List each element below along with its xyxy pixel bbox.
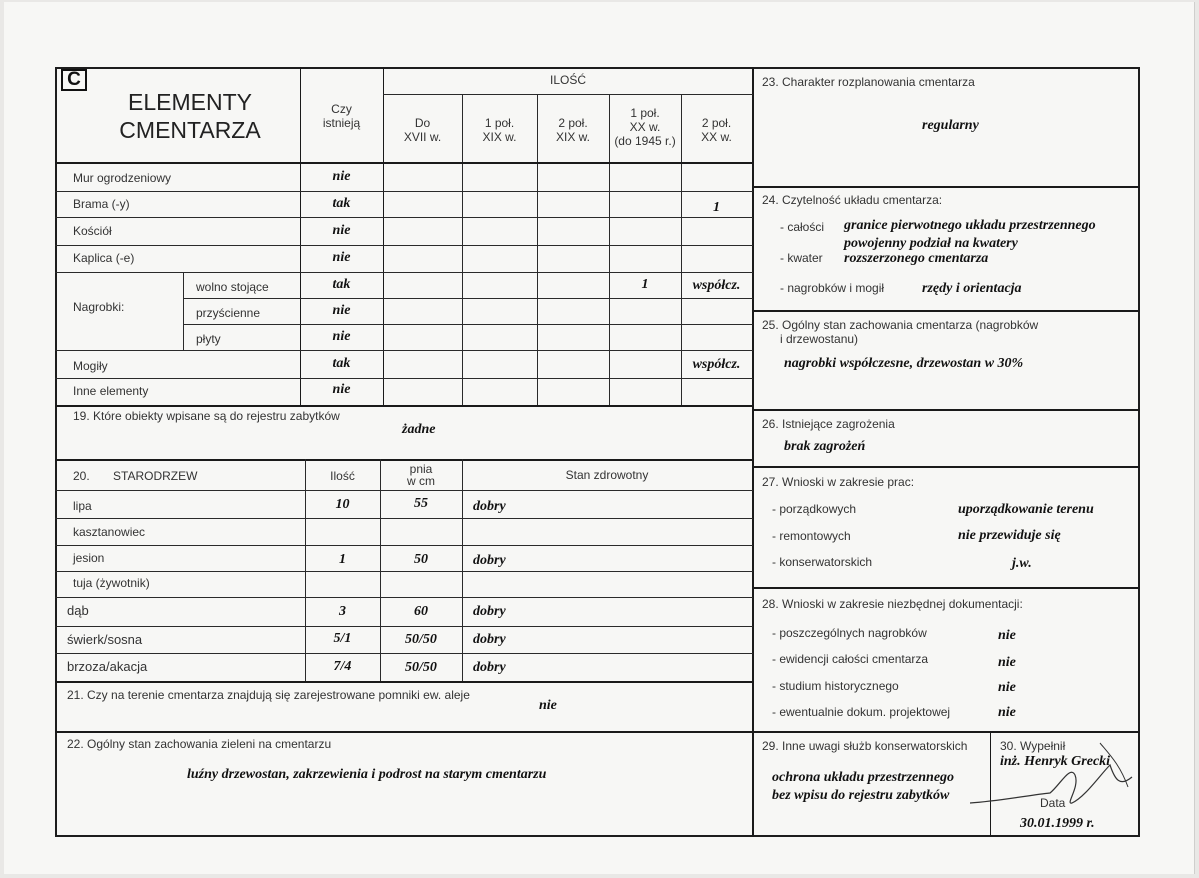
tree-name: świerk/sosna <box>67 632 143 647</box>
tree-name: kasztanowiec <box>73 525 146 539</box>
q24-kwater-answer: powojenny podział na kwatery <box>844 236 1018 251</box>
tree-count: 7/4 <box>333 659 352 674</box>
q27-label: 27. Wnioski w zakresie prac: <box>762 475 915 489</box>
exists-value: nie <box>332 382 351 397</box>
element-label: Mur ogrodzeniowy <box>73 171 172 185</box>
tree-health: dobry <box>473 553 506 568</box>
exists-value: tak <box>332 356 351 371</box>
q25-answer: nagrobki współczesne, drzewostan w 30% <box>784 356 1024 371</box>
divider <box>753 587 1140 589</box>
tree-trunk: 50/50 <box>405 632 437 647</box>
tree-name: tuja (żywotnik) <box>73 576 150 590</box>
q28-item-label: - studium historycznego <box>772 679 899 693</box>
quantity-value: współcz. <box>692 357 741 372</box>
q30-date-label: Data <box>1040 796 1066 810</box>
q24-nagrobkow-label: - nagrobków i mogił <box>780 281 885 295</box>
divider <box>55 626 753 627</box>
quantity-value: 1 <box>713 200 720 215</box>
q19-answer: żadne <box>402 422 436 437</box>
divider <box>55 518 753 519</box>
divider <box>55 571 753 572</box>
period-header: Do XVII w. <box>403 116 442 144</box>
exists-value: tak <box>332 277 351 292</box>
starodrzew-title: STARODRZEW <box>113 469 198 483</box>
divider <box>753 409 1140 411</box>
exists-value: tak <box>332 196 351 211</box>
tree-health: dobry <box>473 499 506 514</box>
q25-label: i drzewostanu) <box>780 332 859 346</box>
tree-count: 3 <box>339 604 346 619</box>
divider <box>55 378 753 379</box>
tree-name: lipa <box>73 499 92 513</box>
element-label: Kościół <box>73 224 112 238</box>
q24-calosci-answer: granice pierwotnego układu przestrzennego <box>844 218 1096 233</box>
q30-label: 30. Wypełnił <box>1000 739 1066 753</box>
starodrzew-col-count: Ilość <box>330 469 355 483</box>
tree-trunk: 50 <box>414 552 428 567</box>
tree-trunk: 50/50 <box>405 660 437 675</box>
tree-count: 1 <box>339 552 346 567</box>
divider <box>55 731 1140 733</box>
q26-label: 26. Istniejące zagrożenia <box>762 417 895 431</box>
divider <box>752 67 754 837</box>
q22-label: 22. Ogólny stan zachowania zieleni na cmentarzu <box>67 737 332 751</box>
tree-name: brzoza/akacja <box>67 659 148 674</box>
tree-health: dobry <box>473 660 506 675</box>
element-label: wolno stojące <box>196 280 269 294</box>
divider <box>55 597 753 598</box>
divider <box>753 310 1140 312</box>
period-header: 2 poł. XX w. <box>701 116 732 144</box>
q21-answer: nie <box>539 698 557 713</box>
element-label: Inne elementy <box>73 384 149 398</box>
q27-item-label: - porządkowych <box>772 502 857 516</box>
q29-answer: ochrona układu przestrzennego <box>772 770 955 785</box>
q27-item-answer: nie przewiduje się <box>958 528 1061 543</box>
tree-name: jesion <box>73 551 105 565</box>
divider <box>753 466 1140 468</box>
q29-answer: bez wpisu do rejestru zabytków <box>772 788 950 803</box>
quantity-value: współcz. <box>692 278 741 293</box>
exists-header: Czy istnieją <box>322 102 361 130</box>
q28-item-label: - ewentualnie dokum. projektowej <box>772 705 951 719</box>
starodrzew-num: 20. <box>73 469 90 483</box>
divider <box>55 245 753 246</box>
divider <box>55 217 753 218</box>
period-header: 2 poł. XIX w. <box>555 116 590 144</box>
divider <box>462 459 463 681</box>
tree-count: 10 <box>335 497 350 512</box>
element-label: Mogiły <box>73 359 108 373</box>
q23-label: 23. Charakter rozplanowania cmentarza <box>762 75 975 89</box>
q25-label: 25. Ogólny stan zachowania cmentarza (nagrobków <box>762 318 1039 332</box>
period-header: 1 poł. XX w. (do 1945 r.) <box>614 106 676 148</box>
divider <box>55 653 753 654</box>
q28-item-label: - ewidencji całości cmentarza <box>772 652 929 666</box>
divider <box>183 324 753 325</box>
divider <box>183 272 184 350</box>
exists-value: nie <box>332 250 351 265</box>
period-header: 1 poł. XIX w. <box>482 116 517 144</box>
q26-answer: brak zagrożeń <box>784 439 866 454</box>
form-frame <box>55 67 1140 837</box>
q28-item-answer: nie <box>998 628 1016 643</box>
divider <box>55 681 753 683</box>
starodrzew-col-health: Stan zdrowotny <box>565 468 649 482</box>
q28-label: 28. Wnioski w zakresie niezbędnej dokumentacji: <box>762 597 1023 611</box>
q30-name: inż. Henryk Grecki <box>1000 754 1111 769</box>
tree-trunk: 55 <box>414 496 428 511</box>
tree-health: dobry <box>473 604 506 619</box>
q29-label: 29. Inne uwagi służb konserwatorskich <box>762 739 968 753</box>
tree-count: 5/1 <box>333 631 352 646</box>
element-label: przyścienne <box>196 306 261 320</box>
q30-date: 30.01.1999 r. <box>1020 816 1095 831</box>
q24-calosci-label: - całości <box>780 220 825 234</box>
q23-answer: regularny <box>922 118 979 133</box>
q22-answer: luźny drzewostan, zakrzewienia i podrost na starym cmentarzu <box>187 767 547 782</box>
section-letter: C <box>61 69 87 91</box>
divider <box>55 405 753 407</box>
tree-health: dobry <box>473 632 506 647</box>
q24-label: 24. Czytelność układu cmentarza: <box>762 193 943 207</box>
exists-value: nie <box>332 223 351 238</box>
q28-item-answer: nie <box>998 680 1016 695</box>
divider <box>383 94 753 95</box>
divider <box>55 459 753 461</box>
q27-item-answer: j.w. <box>1012 556 1032 571</box>
divider <box>55 350 753 351</box>
exists-value: nie <box>332 303 351 318</box>
q27-item-label: - konserwatorskich <box>772 555 873 569</box>
q24-nagrobkow-answer: rzędy i orientacja <box>922 281 1022 296</box>
q21-label: 21. Czy na terenie cmentarza znajdują się zarejestrowane pomniki ew. aleje <box>67 688 470 702</box>
element-label: Brama (-y) <box>73 197 130 211</box>
divider <box>183 298 753 299</box>
q27-item-answer: uporządkowanie terenu <box>958 502 1094 517</box>
divider <box>55 545 753 546</box>
divider <box>753 186 1140 188</box>
section-title: ELEMENTY CMENTARZA <box>119 89 261 143</box>
divider <box>55 162 753 164</box>
quantity-header: ILOŚĆ <box>549 73 586 87</box>
quantity-value: 1 <box>641 277 649 292</box>
exists-value: nie <box>332 169 351 184</box>
q19-label: 19. Które obiekty wpisane są do rejestru zabytków <box>73 409 340 423</box>
q24-kwater-label: - kwater <box>780 251 823 265</box>
q28-item-answer: nie <box>998 655 1016 670</box>
q28-item-answer: nie <box>998 705 1016 720</box>
divider <box>305 459 306 681</box>
q24-kwater-answer: rozszerzonego cmentarza <box>844 251 989 266</box>
exists-value: nie <box>332 329 351 344</box>
q27-item-label: - remontowych <box>772 529 851 543</box>
divider <box>55 490 753 491</box>
tree-trunk: 60 <box>414 604 428 619</box>
tree-name: dąb <box>67 603 89 618</box>
signature-icon <box>960 735 1140 815</box>
element-label: Kaplica (-e) <box>73 251 135 265</box>
starodrzew-col-trunk: pnia w cm <box>407 462 435 488</box>
element-label: płyty <box>196 332 221 346</box>
divider <box>55 191 753 192</box>
nagrobki-label: Nagrobki: <box>73 300 125 314</box>
divider <box>55 272 753 273</box>
q28-item-label: - poszczególnych nagrobków <box>772 626 927 640</box>
